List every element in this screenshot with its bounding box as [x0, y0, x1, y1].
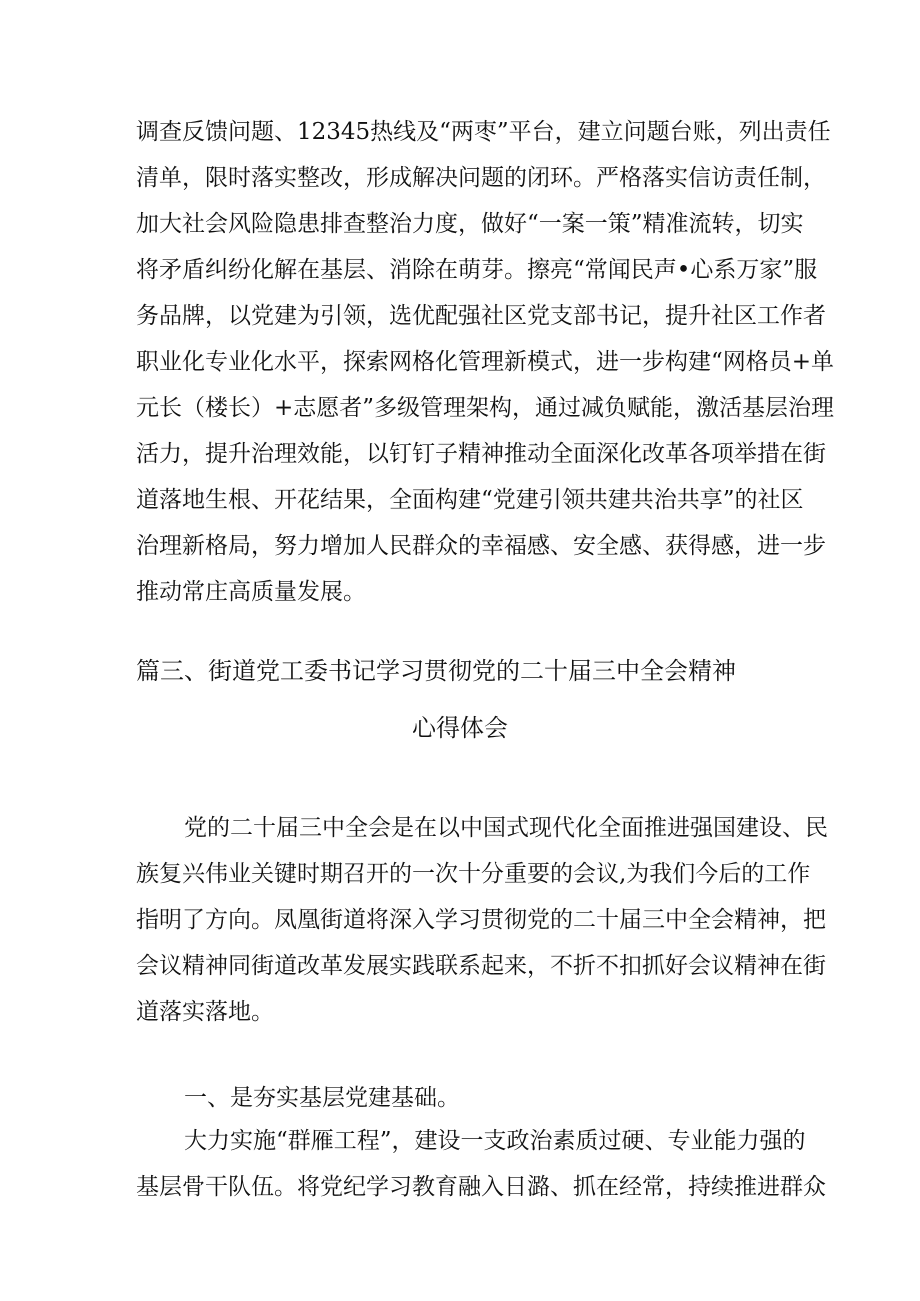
paragraph-line: 清单，限时落实整改，形成解决问题的闭环。严格落实信访责任制，	[136, 165, 826, 191]
paragraph-line: 基层骨干队伍。将党纪学习教育融入日潞、抓在经常，持续推进群众	[136, 1174, 826, 1200]
paragraph-line: 活力，提升治理效能，以钉钉子精神推动全面深化改革各项举措在街	[136, 441, 826, 467]
paragraph-line: 族复兴伟业关键时期召开的一次十分重要的会议,为我们今后的工作	[136, 861, 811, 887]
paragraph-line: 职业化专业化水平，探索网格化管理新模式，进一步构建“网格员+单	[136, 349, 835, 375]
paragraph-line: 将矛盾纠纷化解在基层、消除在萌芽。擦亮“常闻民声•心系万家”服	[136, 257, 818, 283]
paragraph-line: 大力实施“群雁工程”，建设一支政治素质过硬、专业能力强的	[184, 1128, 806, 1154]
paragraph-line: 道落实落地。	[136, 999, 274, 1025]
paragraph-line: 加大社会风险隐患排查整治力度，做好“一案一策”精准流转，切实	[136, 211, 804, 237]
paragraph-line: 道落地生根、开花结果，全面构建“党建引领共建共治共享”的社区	[136, 487, 804, 513]
article-title-line1: 篇三、街道党工委书记学习贯彻党的二十届三中全会精神	[136, 657, 736, 685]
article-title-line2: 心得体会	[412, 714, 508, 742]
subsection-heading: 一、是夯实基层党建基础。	[184, 1085, 460, 1111]
paragraph-line: 推动常庄高质量发展。	[136, 579, 366, 605]
paragraph-line: 元长（楼长）+志愿者”多级管理架构，通过减负赋能，激活基层治理	[136, 395, 835, 421]
paragraph-line: 党的二十届三中全会是在以中国式现代化全面推进强国建设、民	[184, 815, 828, 841]
paragraph-line: 调查反馈问题、12345热线及“两枣”平台，建立问题台账，列出责任	[136, 119, 831, 145]
paragraph-line: 治理新格局，努力增加人民群众的幸福感、安全感、获得感，进一步	[136, 533, 826, 559]
paragraph-line: 指明了方向。凤凰街道将深入学习贯彻党的二十届三中全会精神，把	[136, 907, 826, 933]
paragraph-line: 务品牌，以党建为引领，选优配强社区党支部书记，提升社区工作者	[136, 303, 826, 329]
paragraph-line: 会议精神同街道改革发展实践联系起来，不折不扣抓好会议精神在街	[136, 953, 826, 979]
